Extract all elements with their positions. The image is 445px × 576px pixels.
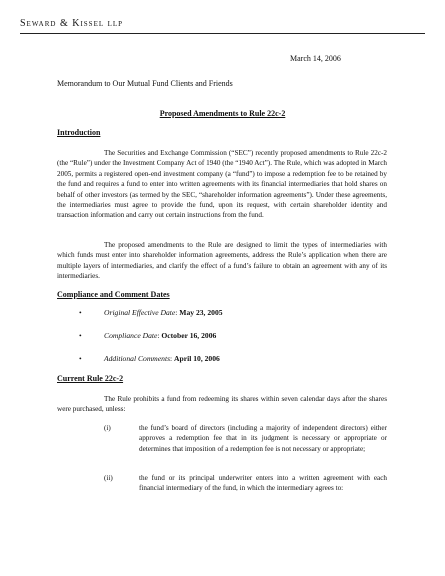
date-label: Compliance Date <box>104 331 158 340</box>
item-text: the fund’s board of directors (including a majority of independent directors) either approves a redemption fee that in its judgment is necessary or appropriate or determines that imposition of a redemption fee is not necessary or appropriate; <box>139 424 387 453</box>
date-separator: : <box>170 354 175 363</box>
memo-date: March 14, 2006 <box>290 54 341 63</box>
document-title: Proposed Amendments to Rule 22c-2 <box>159 109 286 118</box>
item-number: (ii) <box>104 474 113 482</box>
header-rule <box>20 33 425 34</box>
bullet-icon: • <box>79 354 82 363</box>
current-rule-intro: The Rule prohibits a fund from redeeming its shares within seven calendar days after the shares were purchased, unless: <box>57 395 387 414</box>
item-number: (i) <box>104 424 111 432</box>
current-rule-heading: Current Rule 22c-2 <box>57 374 124 383</box>
date-separator: : <box>175 308 180 317</box>
firm-name: Seward & Kissel llp <box>20 18 124 29</box>
date-item <box>57 308 387 320</box>
date-separator: : <box>157 331 162 340</box>
dates-heading: Compliance and Comment Dates <box>57 290 170 299</box>
bullet-icon: • <box>79 331 82 340</box>
memo-addressee: Memorandum to Our Mutual Fund Clients and Friends <box>57 79 233 88</box>
date-value: May 23, 2005 <box>179 308 223 317</box>
date-label: Original Effective Date <box>104 308 176 317</box>
date-item <box>57 331 387 343</box>
item-text: the fund or its principal underwriter enters into a written agreement with each financial intermediary of the fund, in which the intermediary agrees to: <box>139 474 387 493</box>
date-label: Additional Comments <box>104 354 171 363</box>
introduction-heading: Introduction <box>57 128 101 137</box>
date-value: April 10, 2006 <box>174 354 220 363</box>
bullet-icon: • <box>79 308 82 317</box>
introduction-paragraph-1: The Securities and Exchange Commission (“SEC”) recently proposed amendments to Rule 22c-2 (the “Rule”) under the Investment Company Act of 1940 (the “1940 Act”). The Rule, which was adopted in March 2005, permits a registered open-end investment company (a “fund”) to impose a redemption fee to be retained by the fund and requires a fund to enter into written agreements with its financial intermediaries that hold shares on behalf of other investors (as termed by the SEC, “shareholder information agreements”). Under these agreements, the intermediaries must agree to provide the fund, upon its request, with certain shareholder identity and transaction information and carry out certain instructions from the fund. <box>57 149 387 220</box>
introduction-paragraph-2: The proposed amendments to the Rule are designed to limit the types of intermediaries with which funds must enter into shareholder information agreements, address the Rule’s application when there are multiple layers of intermediaries, and clarify the effect of a fund’s failure to obtain an agreement with any of its intermediaries. <box>57 241 387 281</box>
date-value: October 16, 2006 <box>161 331 217 340</box>
date-item <box>57 354 387 366</box>
